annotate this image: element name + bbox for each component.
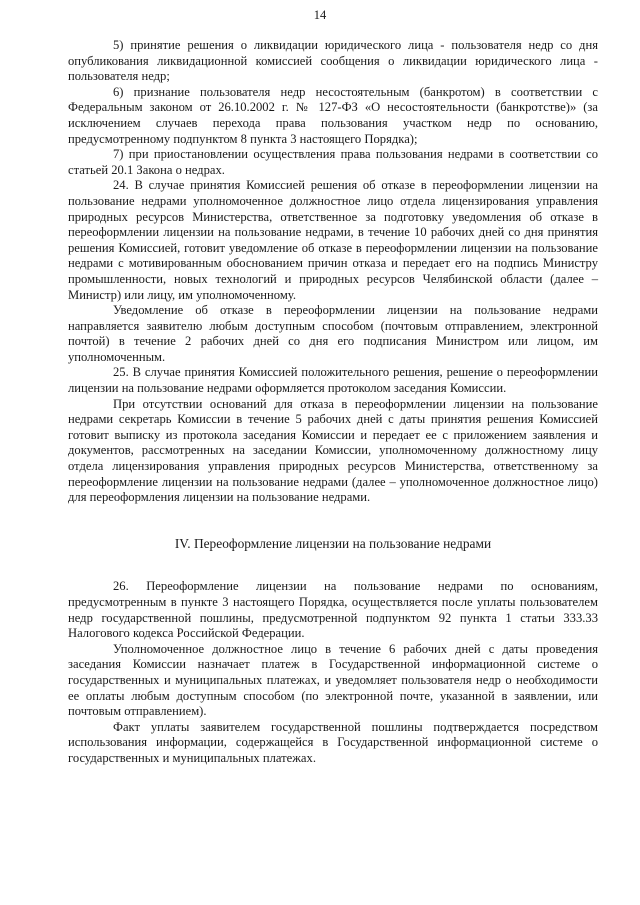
paragraph-item-6: 6) признание пользователя недр несостоятельным (банкротом) в соответствии с Федеральным законом от 26.10.2002 г. № 127-ФЗ «О несостоятельности (банкротстве)» (за исключением случаев перехода права пользования участком недр по основанию, предусмотренному подпунктом 8 пункта 3 настоящего Порядка); xyxy=(68,84,598,146)
paragraph-payment-assignment: Уполномоченное должностное лицо в течение 6 рабочих дней с даты проведения заседания Комиссии назначает платеж в Государственной информационной системе о государственных и муниципальных платежах, и уведомляет пользователя недр о необходимости ее оплаты любым доступным способом (по электронной почте, указанной в заявлении, или почтовым отправлением). xyxy=(68,641,598,719)
paragraph-clause-26: 26. Переоформление лицензии на пользование недрами по основаниям, предусмотренным в пункте 3 настоящего Порядка, осуществляется после уплаты пользователем недр государственной пошлины, предусмотренной подпунктом 92 пункта 1 статьи 333.33 Налогового кодекса Российской Федерации. xyxy=(68,579,598,641)
document-body xyxy=(68,38,598,767)
paragraph-no-grounds-for-refusal: При отсутствии оснований для отказа в переоформлении лицензии на пользование недрами секретарь Комиссии в течение 5 рабочих дней с даты принятия решения Комиссией готовит выписку из протокола заседания Комиссии и передает ее с приложением заявления и документов, рассмотренных на заседании Комиссии, уполномоченному должностному лицу отдела лицензирования управления природных ресурсов Министерства, ответственному за переоформление лицензии на пользование недрами (далее – уполномоченное должностное лицо) для переоформления лицензии на пользование недрами. xyxy=(68,396,598,505)
paragraph-refusal-notice: Уведомление об отказе в переоформлении лицензии на пользование недрами направляется заявителю любым доступным способом (почтовым отправлением, электронной почтой) в течение 2 рабочих дней со дня его подписания Министром или лицом, им уполномоченным. xyxy=(68,303,598,364)
paragraph-clause-25: 25. В случае принятия Комиссией положительного решения, решение о переоформлении лицензии на пользование недрами оформляется протоколом заседания Комиссии. xyxy=(68,365,598,396)
paragraph-clause-24: 24. В случае принятия Комиссией решения об отказе в переоформлении лицензии на пользование недрами уполномоченное должностное лицо отдела лицензирования управления природных ресурсов Министерства, ответственное за подготовку уведомления об отказе в переоформлении лицензии на пользование недрами, в течение 10 рабочих дней со дня принятия решения Комиссией, готовит уведомление об отказе в переоформлении лицензии на пользование недрами с мотивированным обоснованием причин отказа и передает его на подпись Министру промышленности, новых технологий и природных ресурсов Челябинской области (далее – Министр) или лицу, им уполномоченному. xyxy=(68,178,598,302)
page-number: 14 xyxy=(313,8,327,22)
paragraph-payment-confirmation: Факт уплаты заявителем государственной пошлины подтверждается посредством использования информации, содержащейся в Государственной информационной системе о государственных и муниципальных платежах. xyxy=(68,719,598,765)
section-heading: IV. Переоформление лицензии на пользование недрами xyxy=(174,535,492,551)
paragraph-item-7: 7) при приостановлении осуществления права пользования недрами в соответствии со статьей 20.1 Закона о недрах. xyxy=(68,147,598,177)
paragraph-item-5: 5) принятие решения о ликвидации юридического лица - пользователя недр со дня опубликования ликвидационной комиссией сообщения о ликвидации юридического лица - пользователя недр; xyxy=(68,38,598,84)
